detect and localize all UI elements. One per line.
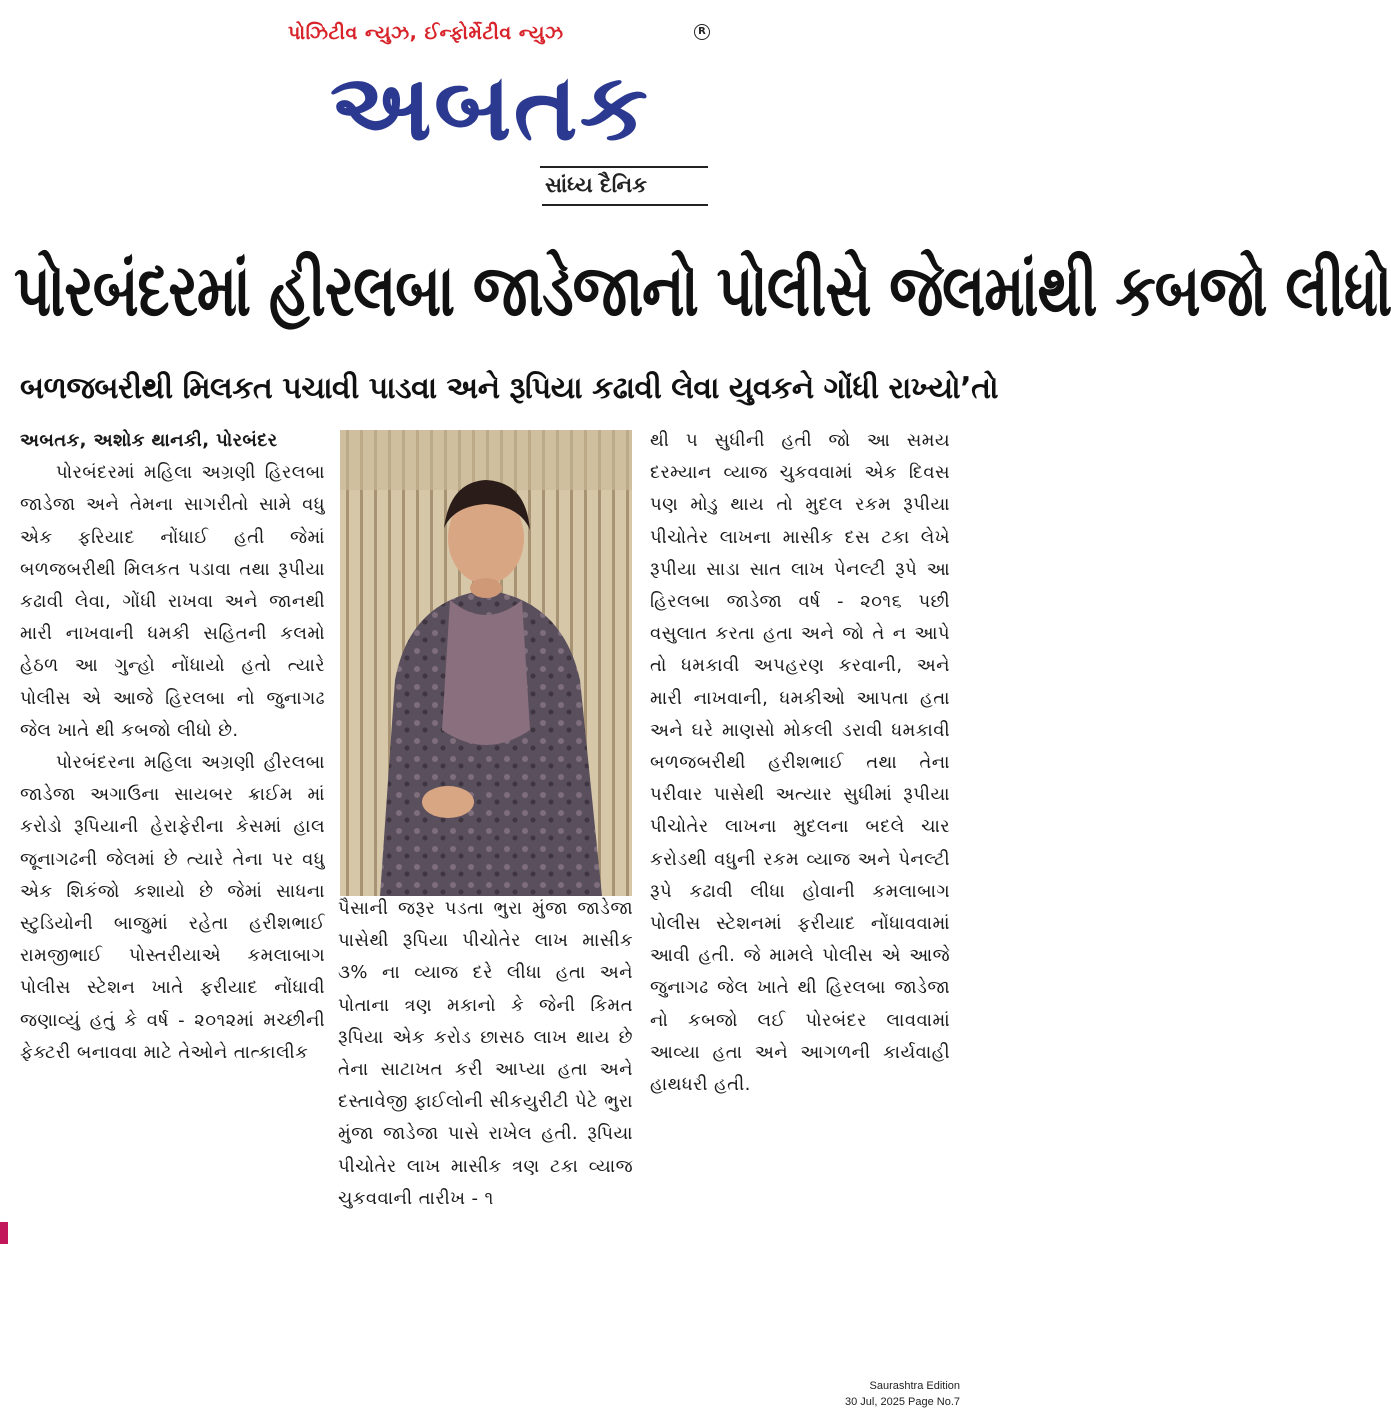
article-photo — [340, 430, 632, 896]
masthead — [260, 18, 720, 208]
newspaper-logo — [260, 52, 720, 161]
edition-label: Saurashtra Edition — [869, 1380, 960, 1392]
article-column-3 — [650, 425, 950, 1345]
article-paragraph-2: પોરબંદરના મહિલા અગ્રણી હીરલબા જાડેજા અગાઉના સાયબર ક્રાઈમ માં કરોડો રૂપિયાની હેરાફેરીના કેસમાં હાલ જૂનાગઢની જેલમાં છે ત્યારે તેના પર વધુ એક શિકંજો કશાયો છે જેમાં સાધના સ્ટુડિયોની બાજુમાં રહેતા હરીશભાઈ રામજીભાઈ પોસ્તરીયાએ કમલાબાગ પોલીસ સ્ટેશન ખાતે ફરીયાદ નોંધાવી જણાવ્યું હતું કે વર્ષ - ૨૦૧૨માં મચ્છીની ફેક્ટરી બનાવવા માટે તેઓને તાત્કાલીક — [20, 752, 325, 1063]
page-footer — [845, 1378, 960, 1410]
article-subheadline: બળજબરીથી મિલકત પચાવી પાડવા અને રૂપિયા કઢાવી લેવા યુવકને ગોંધી રાખ્યો’તો — [20, 371, 998, 406]
article-paragraph-1: પોરબંદરમાં મહિલા અગ્રણી હિરલબા જાડેજા અને તેમના સાગરીતો સામે વધુ એક ફરિયાદ નોંધાઈ હતી જેમાં બળજબરીથી મિલકત પડાવા તથા રૂપીયા કઢાવી લેવા, ગોંધી રાખવા અને જાનથી મારી નાખવાની ધમકી સહિતની કલમો હેઠળ આ ગુન્હો નોંધાયો હતો ત્યારે પોલીસ એ આજે હિરલબા નો જુનાગઢ જેલ ખાતે થી કબજો લીધો છે. — [20, 462, 325, 741]
masthead-tagline: પોઝિટીવ ન્યુઝ, ઈન્ફોર્મેટીવ ન્યુઝ — [288, 22, 564, 44]
date-page-label: 30 Jul, 2025 Page No.7 — [845, 1396, 960, 1408]
article-column-2 — [338, 893, 633, 1383]
woman-portrait-image — [340, 430, 632, 896]
article-byline: અબતક, અશોક થાનકી, પોરબંદર — [20, 430, 278, 451]
margin-color-mark — [0, 1222, 8, 1244]
masthead-subtitle: સાંધ્ય દૈનિક — [545, 173, 647, 197]
article-column-1 — [20, 425, 325, 1375]
subtitle-rule-top — [540, 166, 708, 168]
article-paragraph-3: પૈસાની જરૂર પડતા ભુરા મુંજા જાડેજા પાસેથી રૂપિયા પીચોતેર લાખ માસીક ૩% ના વ્યાજ દરે લીધા હતા અને પોતાના ત્રણ મકાનો કે જેની કિમત રૂપિયા એક કરોડ છાસઠ લાખ થાય છે તેના સાટાખત કરી આપ્યા હતા અને દસ્તાવેજી ફાઈલોની સીકયુરીટી પેટે ભુરા મુંજા જાડેજા પાસે રાખેલ હતી. રૂપિયા પીચોતેર લાખ માસીક ત્રણ ટકા વ્યાજ ચુકવવાની તારીખ - ૧ — [338, 898, 633, 1209]
logo-wordmark: અબતક — [329, 54, 651, 161]
subtitle-rule-bottom — [542, 204, 708, 206]
registered-trademark-icon: R — [694, 24, 710, 40]
article-paragraph-4: થી ૫ સુધીની હતી જો આ સમય દરમ્યાન વ્યાજ ચુકવવામાં એક દિવસ પણ મોડુ થાય તો મુદલ રકમ રૂપીયા પીચોતેર લાખના માસીક દસ ટકા લેખે રૂપીયા સાડા સાત લાખ પેનલ્ટી રૂપે આ હિરલબા જાડેજા વર્ષ - ૨૦૧૬ પછી વસુલાત કરતા હતા અને જો તે ન આપે તો ધમકાવી અપહરણ કરવાની, અને મારી નાખવાની, ધમકીઓ આપતા હતા અને ઘરે માણસો મોકલી ડરાવી ધમકાવી બળજબરીથી હરીશભાઈ તથા તેના પરીવાર પાસેથી અત્યાર સુધીમાં રૂપીયા પીચોતેર લાખના મુદલના બદલે ચાર કરોડથી વધુની રકમ વ્યાજ અને પેનલ્ટી રૂપે કઢાવી લીધા હોવાની કમલાબાગ પોલીસ સ્ટેશનમાં ફરીયાદ નોંધાવવામાં આવી હતી. જે મામલે પોલીસ એ આજે જુનાગઢ જેલ ખાતે થી હિરલબા જાડેજા નો કબજો લઈ પોરબંદર લાવવામાં આવ્યા હતા અને આગળની કાર્યવાહી હાથધરી હતી. — [650, 430, 950, 1096]
article-headline: પોરબંદરમાં હીરલબા જાડેજાનો પોલીસે જેલમાંથી કબજો લીધો — [14, 249, 1391, 333]
